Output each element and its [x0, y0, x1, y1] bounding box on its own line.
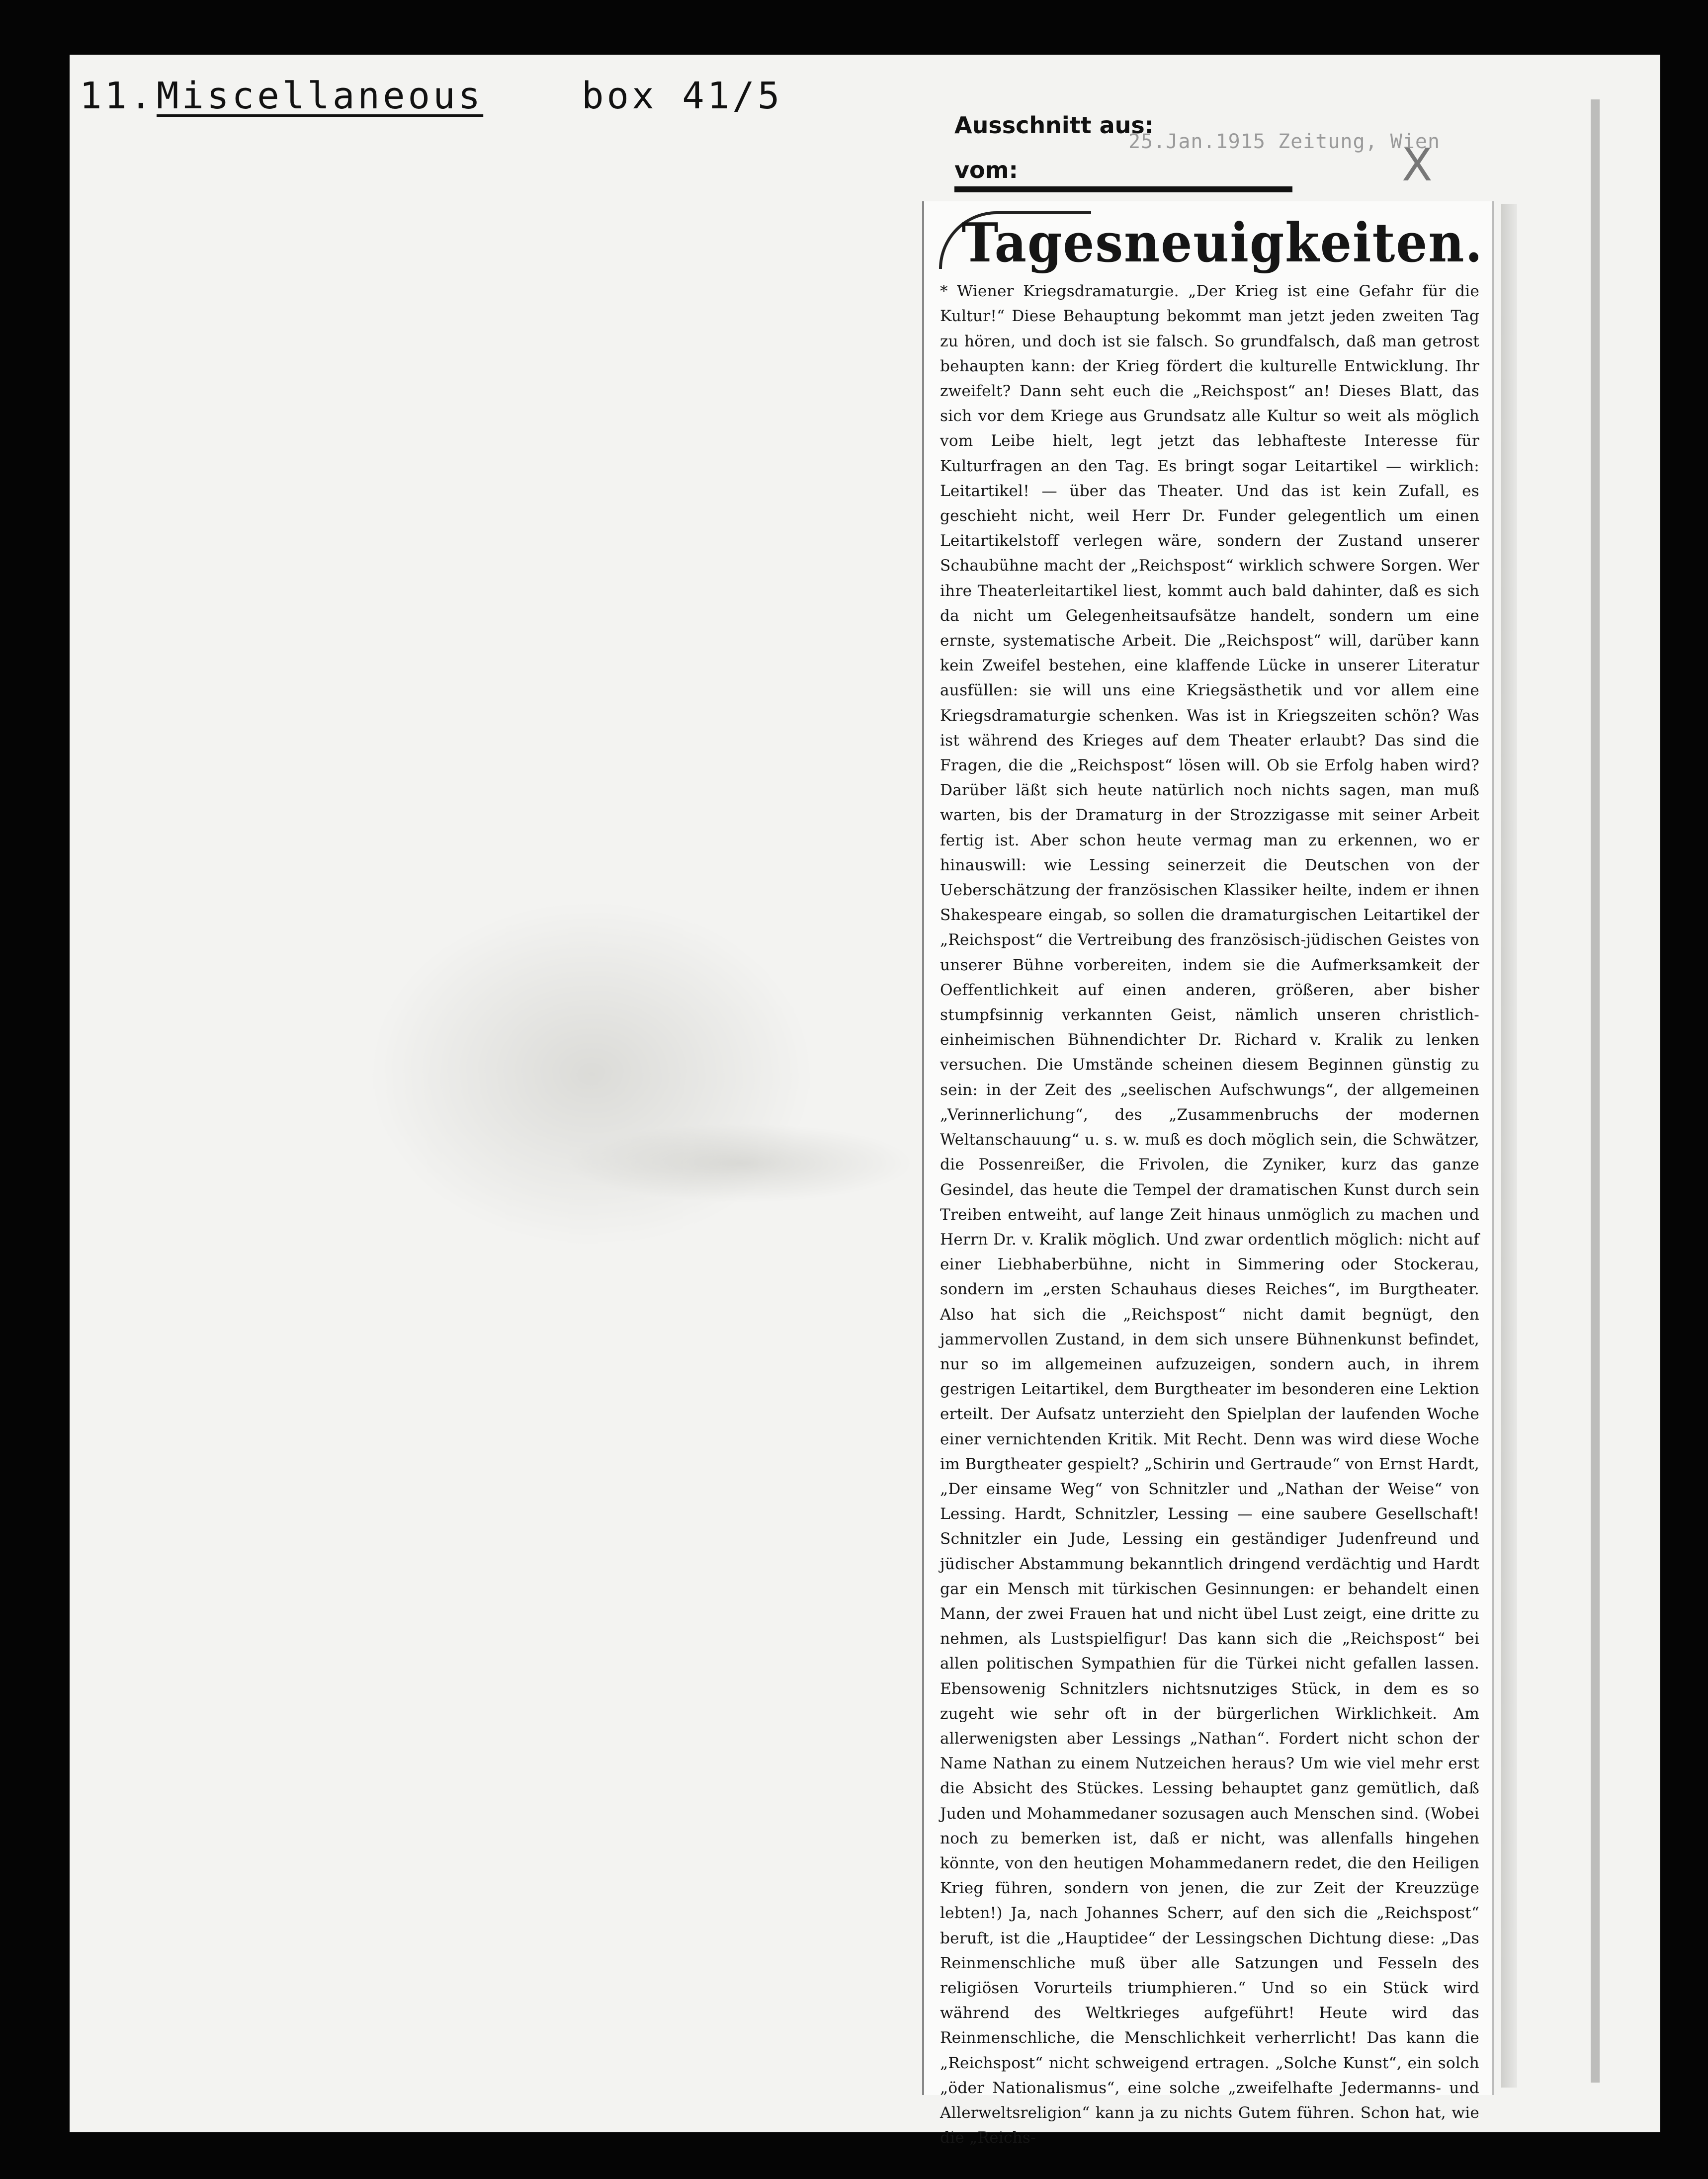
source-label: Ausschnitt aus:: [954, 112, 1154, 139]
clipping-header: [939, 99, 1586, 204]
paper-stain: [368, 900, 815, 1248]
date-label: vom:: [954, 157, 1018, 183]
check-mark-icon: X: [1402, 139, 1433, 191]
box-number: box 41/5: [582, 75, 783, 117]
folder-category: Miscellaneous: [157, 75, 484, 117]
page-edge: [1591, 99, 1600, 2083]
article-title: Tagesneuigkeiten.: [961, 212, 1483, 274]
clipping-shadow: [1501, 204, 1517, 2088]
date-stamp: 25.Jan.1915 Zeitung, Wien: [1128, 130, 1441, 153]
article-body: * Wiener Kriegsdramaturgie. „Der Krieg ist eine Gefahr für die Kultur!“ Diese Behauptung bekommt man jetzt jeden zweiten Tag zu hören, und doch ist sie falsch. So grundfalsch, daß man getrost behaupten kann: der Krieg fördert die kulturelle Entwicklung. Ihr zweifelt? Dann seht euch die „Reichspost“ an! Dieses Blatt, das sich vor dem Kriege aus Grundsatz alle Kultur so weit als möglich vom Leibe hielt, legt jetzt das lebhafteste Interesse für Kulturfragen an den Tag. Es bringt sogar Leitartikel — wirklich: Leitartikel! — über das Theater. Und das ist kein Zufall, es geschieht nicht, weil Herr Dr. Funder gelegentlich um einen Leitartikelstoff verlegen wäre, sondern der Zustand unserer Schaubühne macht der „Reichspost“ wirklich schwere Sorgen. Wer ihre Theaterleitartikel liest, kommt auch bald dahinter, daß es sich da nicht um Gelegenheitsaufsätze handelt, sondern um eine ernste, systematische Arbeit. Die „Reichspost“ will, darüber kann kein Zweifel bestehen, eine klaffende Lücke in unserer Literatur ausfüllen: sie will uns eine Kriegsästhetik und vor allem eine Kriegsdramaturgie schenken. Was ist in Kriegszeiten schön? Was ist während des Krieges auf dem Theater erlaubt? Das sind die Fragen, die die „Reichspost“ lösen will. Ob sie Erfolg haben wird? Darüber läßt sich heute natürlich noch nichts sagen, man muß warten, bis der Dramaturg in der Strozzigasse mit seiner Arbeit fertig ist. Aber schon heute vermag man zu erkennen, wo er hinauswill: wie Lessing seinerzeit die Deutschen von der Ueberschätzung der französischen Klassiker heilte, indem er ihnen Shakespeare eingab, so sollen die dramaturgischen Leitartikel der „Reichspost“ die Vertreibung des französisch-jüdischen Geistes von unserer Bühne vorbereiten, indem sie die Aufmerksamkeit der Oeffentlichkeit auf einen anderen, größeren, aber bisher stumpfsinnig verkannten Geist, nämlich unseren christlich-einheimischen Bühnendichter Dr. Richard v. Kralik zu lenken versuchen. Die Umstände scheinen diesem Beginnen günstig zu sein: in der Zeit des „seelischen Aufschwungs“, der allgemeinen „Verinnerlichung“, des „Zusammenbruchs der modernen Weltanschauung“ u. s. w. muß es doch möglich sein, die Schwätzer, die Possenreißer, die Frivolen, die Zyniker, kurz das ganze Gesindel, das heute die Tempel der dramatischen Kunst durch sein Treiben entweiht, auf lange Zeit hinaus unmöglich zu machen und Herrn Dr. v. Kralik möglich. Und zwar ordentlich möglich: nicht auf einer Liebhaberbühne, nicht in Simmering oder Stockerau, sondern im „ersten Schauhaus dieses Reiches“, im Burgtheater. Also hat sich die „Reichspost“ nicht damit begnügt, den jammervollen Zustand, in dem sich unsere Bühnenkunst befindet, nur so im allgemeinen aufzuzeigen, sondern auch, in ihrem gestrigen Leitartikel, dem Burgtheater im besonderen eine Lektion erteilt. Der Aufsatz unterzieht den Spielplan der laufenden Woche einer vernichtenden Kritik. Mit Recht. Denn was wird diese Woche im Burgtheater gespielt? „Schirin und Gertraude“ von Ernst Hardt, „Der einsame Weg“ von Schnitzler und „Nathan der Weise“ von Lessing. Hardt, Schnitzler, Lessing — eine saubere Gesellschaft! Schnitzler ein Jude, Lessing ein geständiger Judenfreund und jüdischer Abstammung bekanntlich dringend verdächtig und Hardt gar ein Mensch mit türkischen Gesinnungen: er behandelt einen Mann, der zwei Frauen hat und nicht übel Lust zeigt, eine dritte zu nehmen, als Lustspielfigur! Das kann sich die „Reichspost“ bei allen politischen Sympathien für die Türkei nicht gefallen lassen. Ebensowenig Schnitzlers nichtsnutziges Stück, in dem es so zugeht wie sehr oft in der bürgerlichen Wirklichkeit. Am allerwenigsten aber Lessings „Nathan“. Fordert nicht schon der Name Nathan zu einem Nutzeichen heraus? Um wie viel mehr erst die Absicht des Stückes. Lessing behauptet ganz gemütlich, daß Juden und Mohammedaner sozusagen auch Menschen sind. (Wobei noch zu bemerken ist, daß er nicht, was allenfalls hingehen könnte, von den heutigen Mohammedanern redet, die den Heiligen Krieg führen, sondern von jenen, die zur Zeit der Kreuzzüge lebten!) Ja, nach Johannes Scherr, auf den sich die „Reichspost“ beruft, ist die „Hauptidee“ der Lessingschen Dichtung diese: „Das Reinmenschliche muß über alle Satzungen und Fesseln des religiösen Vorurteils triumphieren.“ Und so ein Stück wird während des Weltkrieges aufgeführt! Heute wird das Reinmenschliche, die Menschlichkeit verherrlicht! Das kann die „Reichspost“ nicht schweigend ertragen. „Solche Kunst“, ein solch „öder Nationalismus“, eine solche „zweifelhafte Jedermanns- und Allerweltsreligion“ kann ja zu nichts Gutem führen. Schon hat, wie die „Reichs-: [940, 282, 1479, 2147]
folder-number: 11.: [80, 75, 155, 117]
date-underline: [954, 186, 1292, 192]
newspaper-clipping: [922, 201, 1494, 2147]
